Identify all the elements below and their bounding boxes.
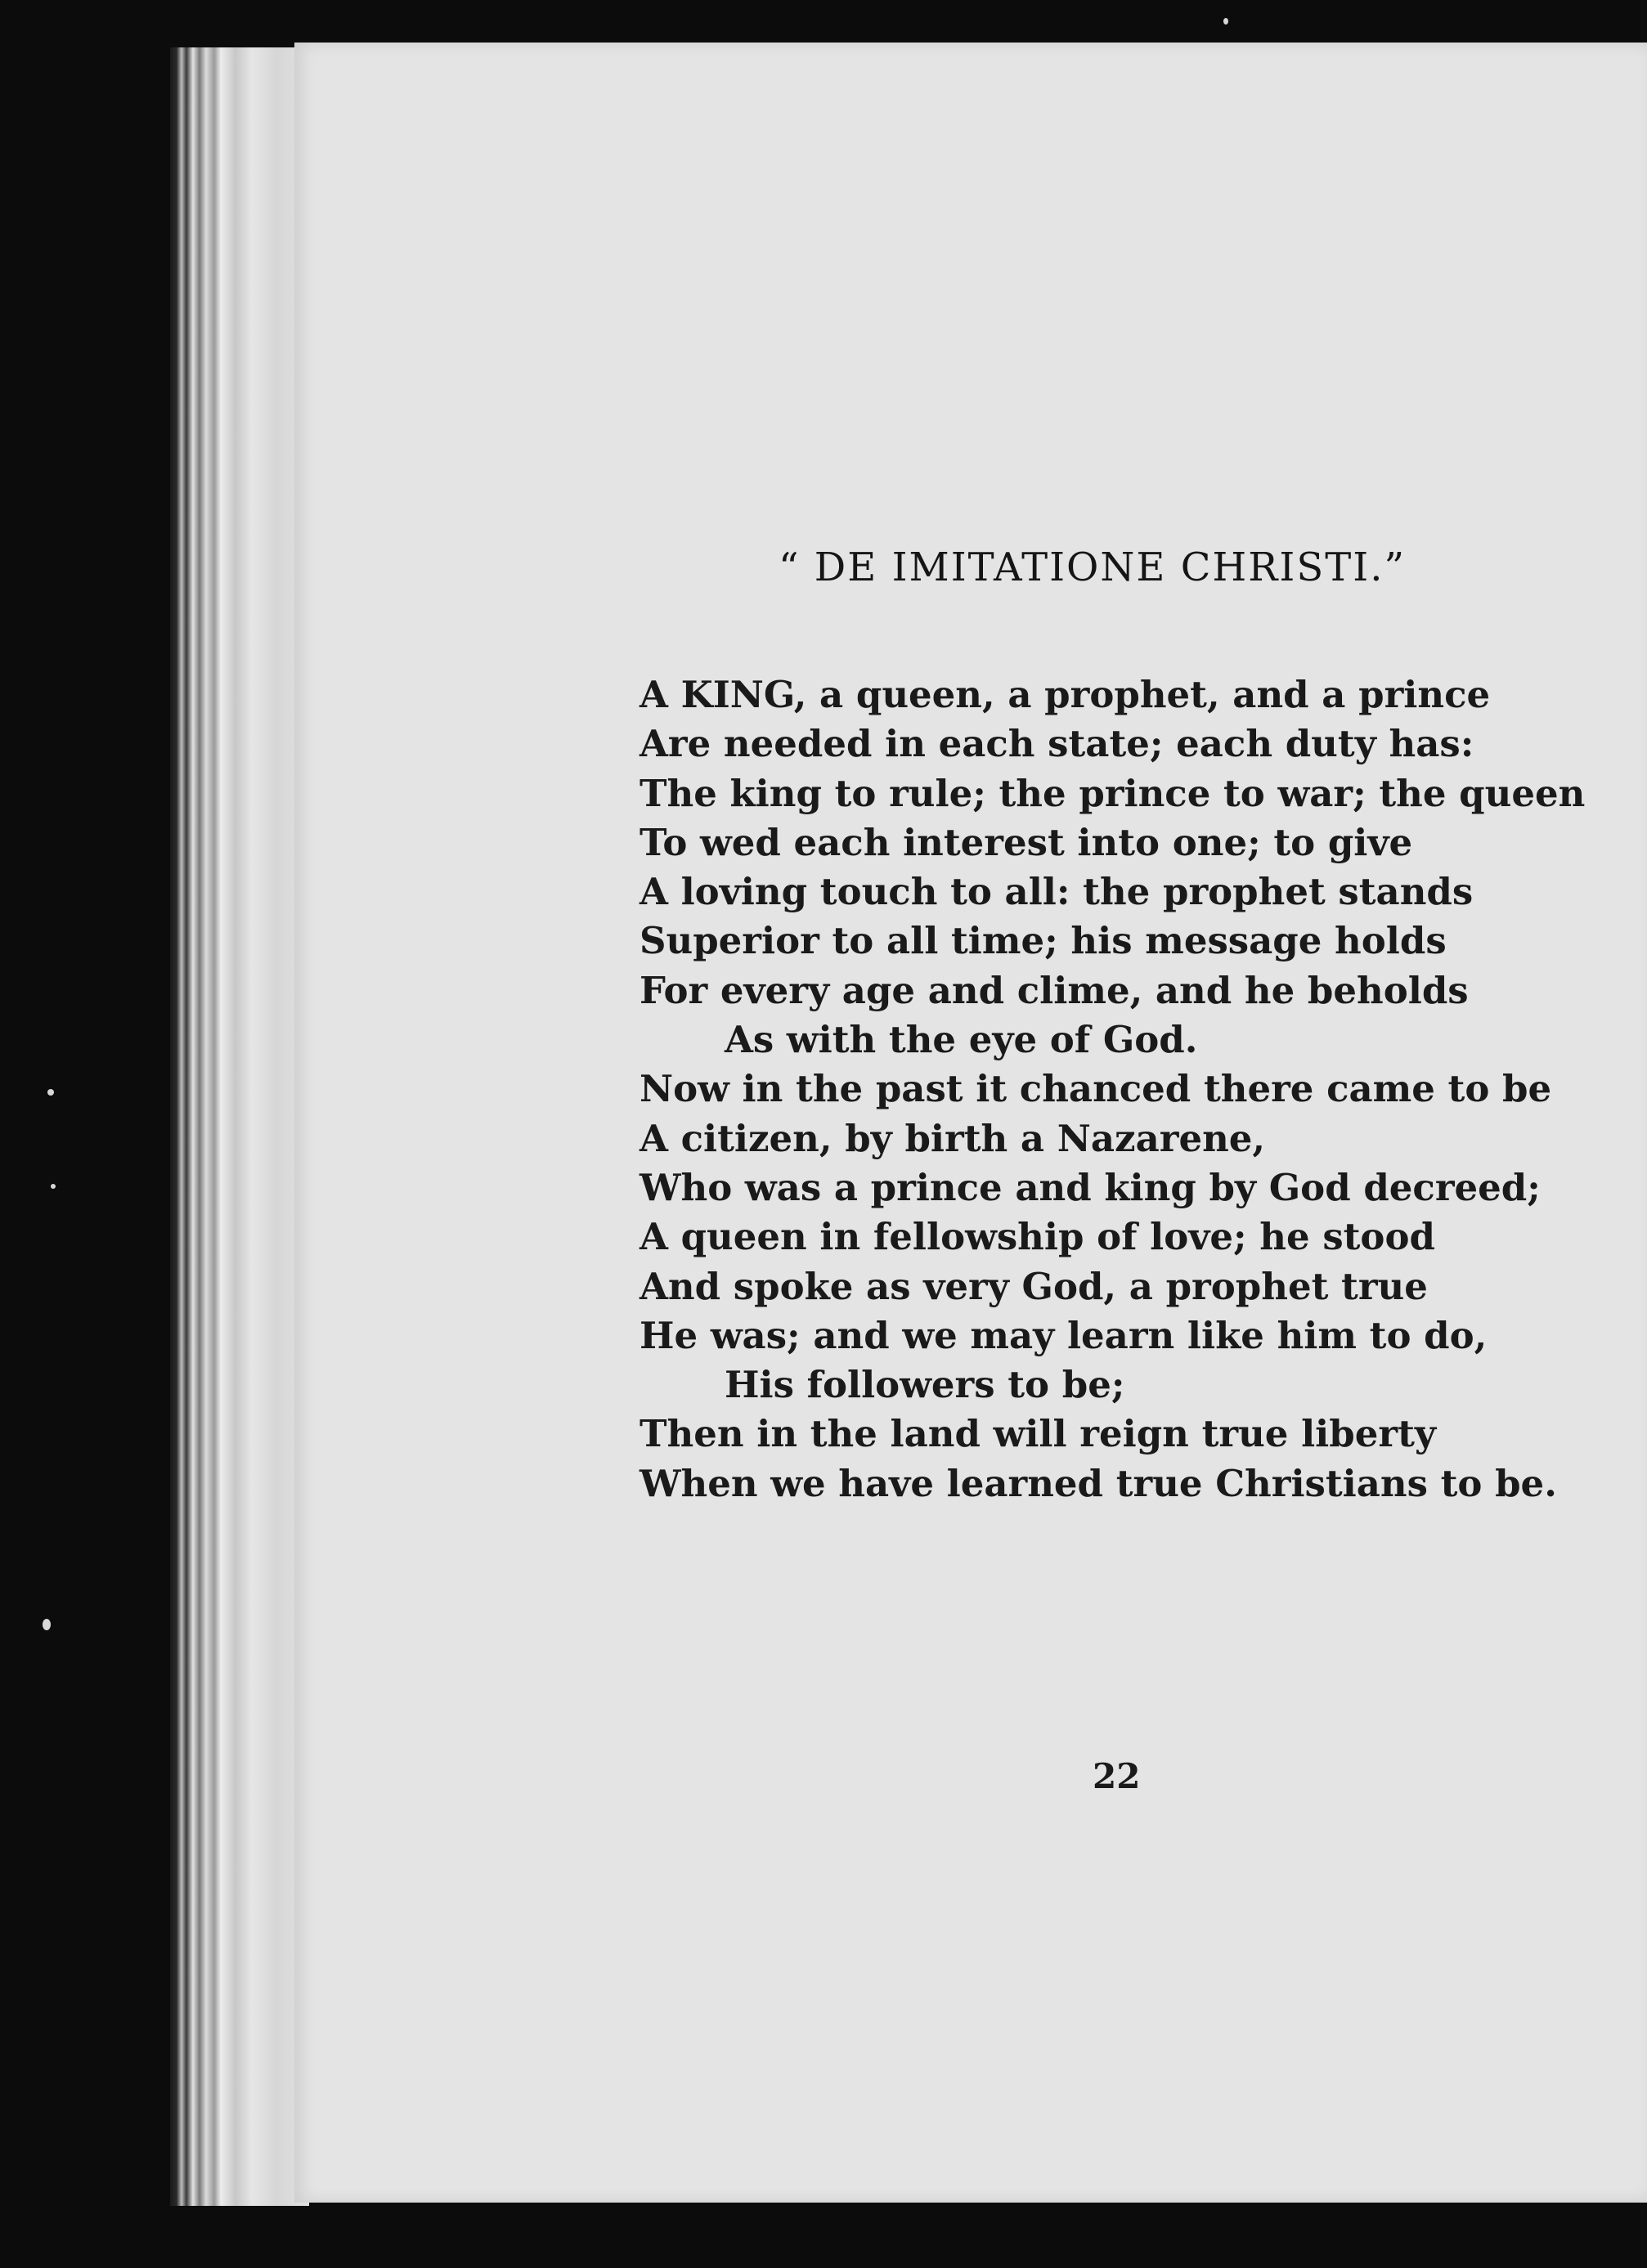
poem-line: Who was a prince and king by God decreed; [640, 1165, 1541, 1209]
poem-line: A KING, a queen, a prophet, and a prince [640, 673, 1491, 716]
poem-line: He was; and we may learn like him to do, [640, 1313, 1488, 1357]
dust-speck [51, 1184, 56, 1189]
poem-line: A loving touch to all: the prophet stands [640, 870, 1474, 914]
dust-speck [43, 1619, 51, 1630]
dust-speck [47, 1089, 54, 1096]
poem-line: When we have learned true Christians to be. [640, 1461, 1557, 1505]
poem-title: “ DE IMITATIONE CHRISTI.” [779, 545, 1407, 590]
poem-line: Then in the land will reign true liberty [640, 1412, 1437, 1456]
poem-line: As with the eye of God. [725, 1018, 1198, 1062]
poem-line: Are needed in each state; each duty has: [640, 722, 1474, 766]
poem-line: Now in the past it chanced there came to be [640, 1067, 1552, 1111]
page-number: 22 [1093, 1756, 1141, 1796]
poem-line: For every age and clime, and he beholds [640, 968, 1469, 1012]
poem-line: And spoke as very God, a prophet true [640, 1264, 1428, 1308]
poem-line: To wed each interest into one; to give [640, 820, 1413, 864]
page-edge-stack [170, 47, 309, 2206]
poem-line: A citizen, by birth a Nazarene, [640, 1116, 1266, 1160]
poem-line: Superior to all time; his message holds [640, 919, 1447, 963]
poem-line: The king to rule; the prince to war; the queen [640, 771, 1586, 815]
poem-body [640, 670, 1647, 1508]
poem-line: His followers to be; [725, 1363, 1125, 1407]
dust-speck [1223, 18, 1228, 25]
poem-line: A queen in fellowship of love; he stood [640, 1215, 1435, 1259]
